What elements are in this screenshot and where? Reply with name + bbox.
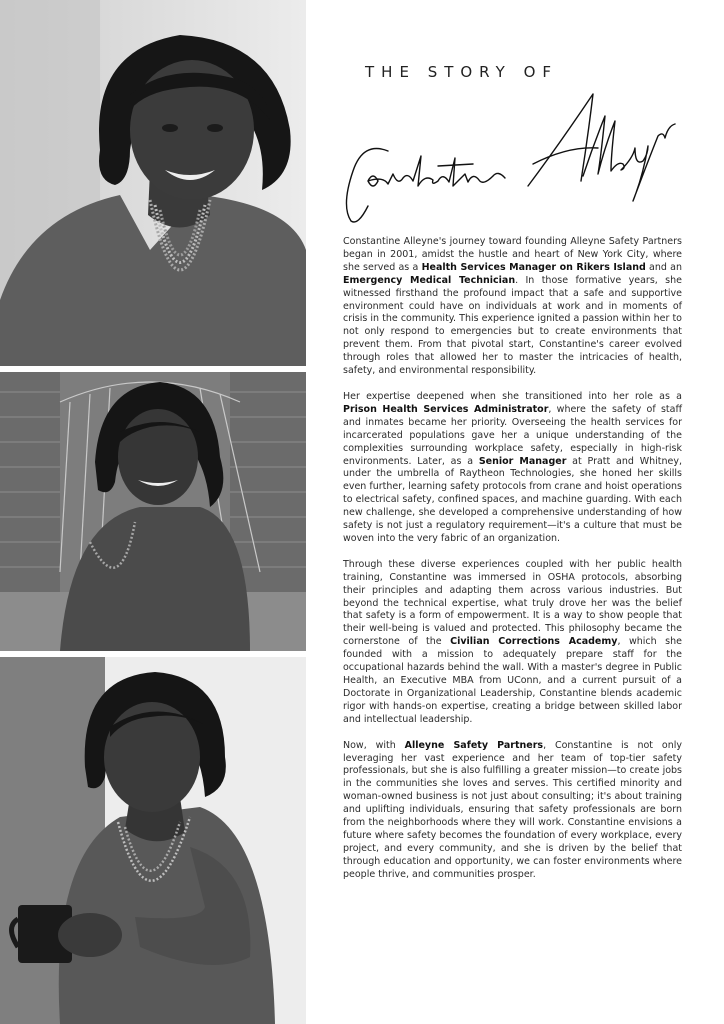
- highlight-text: Emergency Medical Technician: [343, 274, 516, 286]
- highlight-text: Civilian Corrections Academy: [450, 636, 618, 648]
- highlight-text: Health Services Manager on Rikers Island: [421, 261, 646, 273]
- portrait-photo-top: [0, 0, 306, 366]
- portrait-photo-bottom: [0, 657, 306, 1024]
- body-text-run: at Pratt and Whitney, under the umbrella of Raytheon Technologies, she honed her skills even further, learning safety protocols from crane and hoist operations to electrical safety, confined spaces, and machine guarding. With each new challenge, she developed a comprehensive understanding of how safety is not just a regulatory requirement—it's a culture that must be woven into the very fabric of an organization.: [343, 455, 682, 544]
- story-paragraph-1: [343, 236, 682, 378]
- body-text-run: Through these diverse experiences coupled with her public health training, Constantine was immersed in OSHA protocols, absorbing their principles and adapting them across various industries. But beyond the technical expertise, what truly drove her was the belief that safety is a form of empowerment. It is a way to show people that their well-being is valued and protected. This philosophy became the cornerstone of the: [343, 558, 682, 648]
- body-text-run: Now, with: [343, 739, 405, 751]
- photo-column: [0, 0, 306, 1024]
- portrait-photo-middle: [0, 372, 306, 651]
- story-paragraph-3: [343, 559, 682, 727]
- body-text-run: . In those formative years, she witnessed firsthand the profound impact that a safe and supportive environment could have on individuals at work and in moments of crisis in the community. This experience ignited a passion within her to not only respond to emergencies but to create environments that prevent them. From that pivotal start, Constantine's career evolved through roles that allowed her to master the intricacies of health, safety, and environmental responsibility.: [343, 274, 682, 377]
- section-eyebrow: THE STORY OF: [365, 63, 559, 81]
- body-text-run: , where the safety of staff and inmates became her priority. Overseeing the health services for incarcerated populations gave her a unique understanding of the complexities surrounding workplace safety, especially in high-risk environments. Later, as a: [343, 403, 682, 467]
- body-text-run: , Constantine is not only leveraging her vast experience and her team of top-tier safety professionals, but she is also fulfilling a greater mission—to create jobs in the communities she loves and serves. This certified minority and woman-owned business is not just about consulting; it's about training and uplifting individuals, ensuring that safety professionals are born from the neighborhoods where they will work. Constantine envisions a future where safety becomes the foundation of every workplace, every project, and every community, and she is driven by the belief that through education and opportunity, we can foster environments where people thrive, and communities prosper.: [343, 739, 682, 880]
- story-paragraph-2: [343, 391, 682, 546]
- body-text-run: , which she founded with a mission to adequately prepare staff for the occupational hazards behind the wall. With a master's degree in Public Health, an Executive MBA from UConn, and a current pursuit of a Doctorate in Organizational Leadership, Constantine blends academic rigor with hands-on expertise, creating a bridge between skilled labor and intellectual leadership.: [343, 636, 682, 725]
- signature-constantine-alleyne: [343, 86, 682, 236]
- story-body: [343, 236, 682, 895]
- highlight-text: Prison Health Services Administrator: [343, 403, 549, 415]
- story-paragraph-4: [343, 740, 682, 882]
- body-text-run: Her expertise deepened when she transitioned into her role as a: [343, 390, 682, 402]
- highlight-text: Senior Manager: [478, 455, 567, 467]
- body-text-run: Constantine Alleyne's journey toward founding Alleyne Safety Partners began in 2001, amidst the hustle and heart of New York City, where she served as a: [343, 236, 682, 273]
- highlight-text: Alleyne Safety Partners: [404, 739, 544, 751]
- body-text-run: and an: [645, 261, 682, 273]
